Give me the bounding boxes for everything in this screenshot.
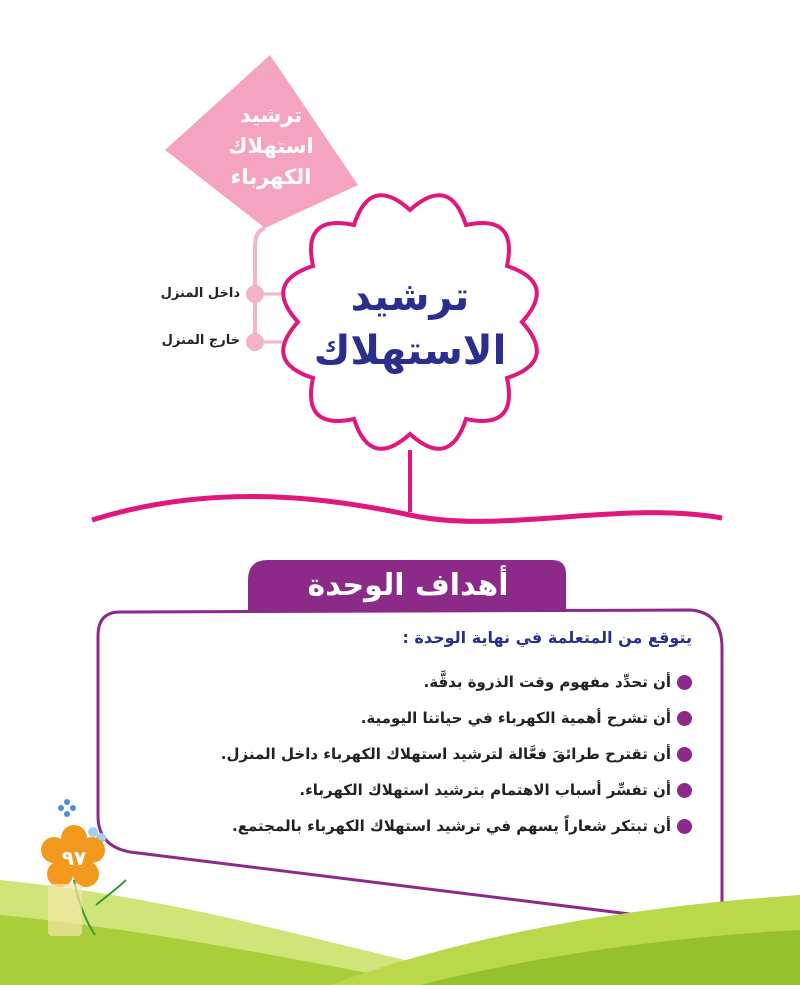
- kite-line-1: ترشيد: [239, 103, 303, 127]
- branch-dot-1: [246, 285, 264, 303]
- objective-text: أن تفسِّر أسباب الاهتمام بترشيد استهلاك الكهرباء.: [299, 781, 671, 799]
- branch-label-inside: داخل المنزل: [160, 286, 240, 301]
- bullet-icon: [677, 711, 692, 726]
- kite-line-3: الكهرباء: [230, 165, 312, 189]
- bullet-icon: [677, 783, 692, 798]
- kite-line-2: استهلاك: [228, 134, 314, 158]
- objective-item: [132, 772, 692, 808]
- bullet-icon: [677, 675, 692, 690]
- objective-item: [132, 736, 692, 772]
- objective-text: أن تشرح أهمية الكهرباء في حياتنا اليومية.: [360, 709, 671, 727]
- flower-title-line-1: ترشيد: [350, 274, 470, 320]
- objective-item: [132, 808, 692, 844]
- logo-watermark-icon: [48, 884, 82, 936]
- small-blue-flower-icon: [58, 799, 76, 817]
- objectives-intro: يتوقع من المتعلمة في نهاية الوحدة :: [402, 628, 692, 647]
- ground-wave: [92, 497, 722, 522]
- bullet-icon: [677, 819, 692, 834]
- flower-title: [300, 270, 520, 378]
- flower-title-line-2: الاستهلاك: [313, 328, 507, 374]
- objective-item: [132, 664, 692, 700]
- kite-title: [196, 100, 346, 193]
- bullet-icon: [677, 747, 692, 762]
- objectives-heading: أهداف الوحدة: [307, 568, 509, 603]
- objective-text: أن تبتكر شعاراً يسهم في ترشيد استهلاك الكهرباء بالمجتمع.: [232, 817, 671, 835]
- objective-item: [132, 700, 692, 736]
- branch-label-outside: خارج المنزل: [161, 333, 240, 348]
- page-number: ٩٧: [61, 846, 87, 870]
- objectives-list: [132, 664, 692, 844]
- objective-text: أن تحدِّد مفهوم وقت الذروة بدقَّة.: [423, 673, 671, 691]
- objective-text: أن تقترح طرائقَ فعَّالة لترشيد استهلاك الكهرباء داخل المنزل.: [220, 745, 671, 763]
- branch-dot-2: [246, 333, 264, 351]
